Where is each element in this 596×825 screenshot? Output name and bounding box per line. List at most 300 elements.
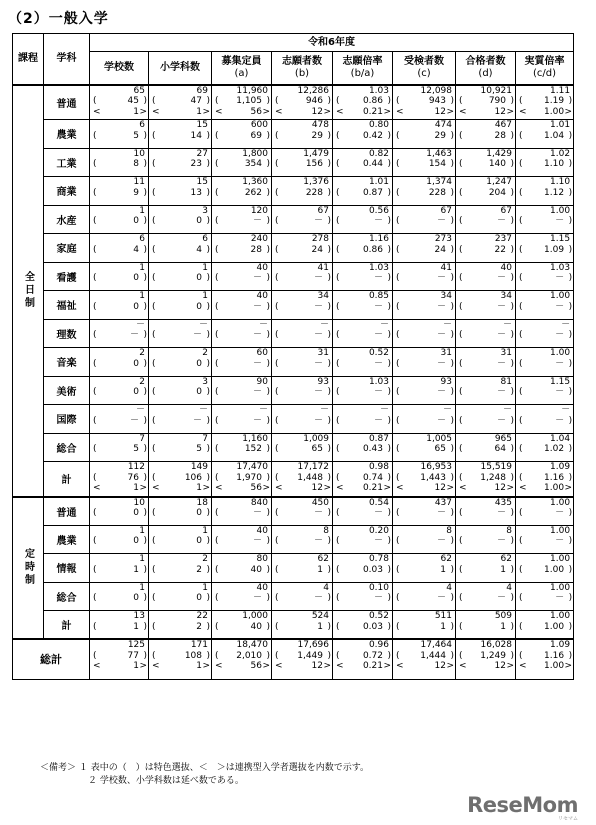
cell-special-selection-value: 24 bbox=[434, 244, 446, 255]
cell-value: 17,470 bbox=[236, 462, 268, 472]
table-cell: 1.04 ( 1.02 ) bbox=[516, 433, 574, 462]
cell-value: 1.16 bbox=[368, 234, 389, 244]
table-cell: 34 ( － ) bbox=[456, 291, 516, 320]
cell-cooperative-selection-value: 12 bbox=[434, 106, 446, 117]
cell-value: 41 bbox=[440, 262, 452, 273]
column-header bbox=[212, 52, 272, 85]
cell-special-selection-value: 0.43 bbox=[362, 444, 383, 455]
cell-special-selection-value: 1 bbox=[500, 564, 506, 575]
table-cell: 0.52 ( － ) bbox=[333, 348, 393, 377]
cell-value: 4 bbox=[506, 582, 512, 593]
cell-special-selection-value: 1.19 bbox=[544, 96, 565, 107]
table-cell: 1 ( 0 ) bbox=[149, 262, 212, 291]
cell-value: 4 bbox=[323, 582, 329, 593]
cell-value: － bbox=[135, 405, 145, 415]
cell-value: 6 bbox=[139, 120, 145, 130]
cell-special-selection-value: 1.04 bbox=[544, 130, 565, 141]
table-cell: 1.02 ( 1.10 ) bbox=[516, 148, 574, 177]
table-cell: 437 ( － ) bbox=[393, 497, 456, 526]
cell-value: 6 bbox=[139, 234, 145, 244]
column-header-label: 実質倍率 bbox=[524, 55, 565, 67]
table-cell: － ( － ) bbox=[90, 405, 149, 434]
cell-cooperative-selection-value: 0.21 bbox=[362, 106, 383, 117]
table-cell: 62 ( 1 ) bbox=[272, 554, 333, 583]
table-cell: 1.00 ( － ) bbox=[516, 348, 574, 377]
cell-special-selection-value: － bbox=[555, 508, 565, 519]
cell-value: 0.96 bbox=[368, 640, 389, 650]
cell-value: 600 bbox=[250, 120, 268, 130]
cell-special-selection-value: 1.10 bbox=[544, 159, 565, 170]
cell-value: 0.10 bbox=[368, 582, 389, 593]
cell-special-selection-value: － bbox=[436, 415, 446, 426]
table-cell: 81 ( － ) bbox=[456, 376, 516, 405]
cell-value: 171 bbox=[190, 640, 208, 650]
cell-value: 22 bbox=[196, 611, 208, 621]
cell-value: － bbox=[258, 319, 268, 330]
subject-label: 福祉 bbox=[44, 291, 90, 320]
cell-special-selection-value: － bbox=[555, 593, 565, 604]
cell-value: 1.09 bbox=[550, 640, 571, 650]
cell-special-selection-value: － bbox=[436, 508, 446, 519]
cell-value: 6 bbox=[202, 234, 208, 244]
cell-value: 1.00 bbox=[550, 525, 571, 536]
cell-value: 0.80 bbox=[368, 120, 389, 130]
table-cell: 112 ( 76 ) < 1 > bbox=[90, 462, 149, 497]
table-cell: 171 ( 108 ) < 1 > bbox=[149, 639, 212, 679]
cell-special-selection-value: － bbox=[496, 536, 506, 547]
cell-value: － bbox=[561, 405, 571, 415]
table-cell: 31 ( － ) bbox=[456, 348, 516, 377]
cell-value: 62 bbox=[440, 554, 452, 564]
table-cell: 60 ( － ) bbox=[212, 348, 272, 377]
subject-label: 理数 bbox=[44, 319, 90, 348]
cell-special-selection-value: 0.74 bbox=[362, 472, 383, 483]
cell-special-selection-value: 1.16 bbox=[544, 472, 565, 483]
table-cell: 62 ( 1 ) bbox=[393, 554, 456, 583]
cell-value: 18,470 bbox=[236, 640, 268, 650]
cell-value: 2 bbox=[202, 554, 208, 564]
cell-value: 81 bbox=[500, 376, 512, 387]
table-cell: 149 ( 106 ) < 1 > bbox=[149, 462, 212, 497]
cell-special-selection-value: 2 bbox=[196, 621, 202, 632]
cell-special-selection-value: － bbox=[129, 330, 139, 341]
table-row bbox=[13, 319, 574, 348]
table-row bbox=[13, 611, 574, 640]
table-cell: 12,098 ( 943 ) < 12 > bbox=[393, 85, 456, 120]
page-title: （2）一般入学 bbox=[8, 11, 109, 27]
grand-total-label: 総計 bbox=[13, 639, 90, 679]
column-header-label: 小学科数 bbox=[160, 61, 200, 73]
table-cell: 7 ( 5 ) bbox=[90, 433, 149, 462]
table-cell: 1.09 ( 1.16 ) < 1.00 > bbox=[516, 639, 574, 679]
cell-special-selection-value: － bbox=[373, 216, 383, 227]
cell-special-selection-value: 5 bbox=[196, 444, 202, 455]
cell-special-selection-value: 13 bbox=[190, 187, 202, 198]
cell-special-selection-value: － bbox=[555, 216, 565, 227]
column-header-formula: (b/a) bbox=[350, 67, 375, 79]
cell-value: 0.87 bbox=[368, 433, 389, 444]
table-cell: 8 ( － ) bbox=[393, 525, 456, 554]
cell-value: 31 bbox=[500, 348, 512, 358]
cell-special-selection-value: 1.12 bbox=[544, 187, 565, 198]
table-cell: 12,286 ( 946 ) < 12 > bbox=[272, 85, 333, 120]
cell-cooperative-selection-value: 1 bbox=[133, 661, 139, 672]
cell-special-selection-value: 0 bbox=[133, 273, 139, 284]
cell-value: 8 bbox=[446, 525, 452, 536]
table-cell: 0.20 ( － ) bbox=[333, 525, 393, 554]
table-cell: 16,953 ( 1,443 ) < 12 > bbox=[393, 462, 456, 497]
cell-value: 7 bbox=[139, 433, 145, 444]
cell-special-selection-value: － bbox=[373, 593, 383, 604]
table-cell: － ( － ) bbox=[393, 405, 456, 434]
subject-label: 農業 bbox=[44, 525, 90, 554]
table-cell: 1.00 ( 1.00 ) bbox=[516, 554, 574, 583]
cell-special-selection-value: － bbox=[313, 593, 323, 604]
cell-special-selection-value: 9 bbox=[133, 187, 139, 198]
cell-special-selection-value: － bbox=[313, 536, 323, 547]
cell-value: 93 bbox=[440, 376, 452, 387]
table-cell: 125 ( 77 ) < 1 > bbox=[90, 639, 149, 679]
cell-special-selection-value: － bbox=[496, 593, 506, 604]
cell-value: 31 bbox=[317, 348, 329, 358]
cell-special-selection-value: 1 bbox=[133, 621, 139, 632]
table-cell: 6 ( 4 ) bbox=[149, 234, 212, 263]
table-cell: 467 ( 28 ) bbox=[456, 120, 516, 149]
cell-value: 1.03 bbox=[368, 262, 389, 273]
cell-value: 10,921 bbox=[480, 85, 512, 96]
cell-special-selection-value: － bbox=[313, 358, 323, 369]
cell-special-selection-value: － bbox=[252, 216, 262, 227]
cell-special-selection-value: － bbox=[496, 387, 506, 398]
cell-cooperative-selection-value: 12 bbox=[434, 483, 446, 494]
cell-special-selection-value: 152 bbox=[244, 444, 262, 455]
table-cell: 0.10 ( － ) bbox=[333, 582, 393, 611]
table-cell: 0.85 ( － ) bbox=[333, 291, 393, 320]
table-cell: 1.00 ( － ) bbox=[516, 582, 574, 611]
cell-value: 7 bbox=[202, 433, 208, 444]
header-course: 課程 bbox=[13, 34, 44, 85]
cell-cooperative-selection-value: 12 bbox=[311, 661, 323, 672]
table-cell: 13 ( 1 ) bbox=[90, 611, 149, 640]
table-cell: 0.98 ( 0.74 ) < 0.21 > bbox=[333, 462, 393, 497]
table-cell: 509 ( 1 ) bbox=[456, 611, 516, 640]
cell-value: 1,463 bbox=[426, 148, 452, 159]
cell-special-selection-value: 1 bbox=[440, 564, 446, 575]
subject-label: 商業 bbox=[44, 177, 90, 206]
column-header bbox=[333, 52, 393, 85]
cell-special-selection-value: － bbox=[313, 301, 323, 312]
table-cell: 93 ( － ) bbox=[272, 376, 333, 405]
subject-label: 工業 bbox=[44, 148, 90, 177]
cell-special-selection-value: － bbox=[436, 358, 446, 369]
table-cell: 11 ( 9 ) bbox=[90, 177, 149, 206]
table-cell: 237 ( 22 ) bbox=[456, 234, 516, 263]
table-row bbox=[13, 525, 574, 554]
cell-value: 1.00 bbox=[550, 554, 571, 564]
cell-special-selection-value: 1 bbox=[440, 621, 446, 632]
cell-value: 2 bbox=[139, 376, 145, 387]
cell-value: 62 bbox=[317, 554, 329, 564]
subject-label: 普通 bbox=[44, 497, 90, 526]
cell-special-selection-value: 0 bbox=[133, 593, 139, 604]
table-cell: 40 ( － ) bbox=[456, 262, 516, 291]
table-cell: 4 ( － ) bbox=[456, 582, 516, 611]
table-row bbox=[13, 85, 574, 120]
course-label: 定時制 bbox=[13, 497, 44, 640]
column-header-formula: (d) bbox=[478, 67, 493, 79]
cell-value: 1,429 bbox=[486, 148, 512, 159]
cell-special-selection-value: 0 bbox=[196, 216, 202, 227]
column-header-formula: (b) bbox=[294, 67, 310, 79]
cell-special-selection-value: 0.86 bbox=[362, 96, 383, 107]
cell-special-selection-value: 0.72 bbox=[362, 650, 383, 661]
table-cell: － ( － ) bbox=[333, 405, 393, 434]
notes bbox=[40, 762, 369, 788]
cell-value: 0.52 bbox=[368, 611, 389, 621]
cell-value: 27 bbox=[196, 148, 208, 159]
table-cell: 8 ( － ) bbox=[272, 525, 333, 554]
cell-value: 80 bbox=[256, 554, 268, 564]
table-cell: 1,009 ( 65 ) bbox=[272, 433, 333, 462]
cell-special-selection-value: － bbox=[436, 536, 446, 547]
cell-value: 3 bbox=[202, 376, 208, 387]
cell-value: － bbox=[379, 405, 389, 415]
table-cell: 1 ( 0 ) bbox=[90, 525, 149, 554]
cell-special-selection-value: － bbox=[313, 508, 323, 519]
cell-special-selection-value: － bbox=[252, 415, 262, 426]
cell-value: 450 bbox=[311, 497, 329, 508]
table-cell: 1.00 ( 1.00 ) bbox=[516, 611, 574, 640]
table-cell: 1,374 ( 228 ) bbox=[393, 177, 456, 206]
cell-value: 1 bbox=[139, 582, 145, 593]
table-cell: 41 ( － ) bbox=[272, 262, 333, 291]
table-cell: 1,429 ( 140 ) bbox=[456, 148, 516, 177]
cell-special-selection-value: － bbox=[313, 415, 323, 426]
cell-value: 1,247 bbox=[486, 177, 512, 187]
cell-value: 1,160 bbox=[242, 433, 268, 444]
cell-cooperative-selection-value: 56 bbox=[250, 483, 262, 494]
subject-label: 計 bbox=[44, 462, 90, 497]
cell-value: 1.01 bbox=[368, 177, 389, 187]
table-cell: 1.01 ( 1.04 ) bbox=[516, 120, 574, 149]
cell-cooperative-selection-value: 1.00 bbox=[544, 483, 565, 494]
cell-cooperative-selection-value: 1.00 bbox=[544, 106, 565, 117]
table-cell: 1.00 ( － ) bbox=[516, 525, 574, 554]
column-header-formula: (c/d) bbox=[533, 67, 557, 79]
table-cell: 1,800 ( 354 ) bbox=[212, 148, 272, 177]
cell-special-selection-value: 0.86 bbox=[362, 244, 383, 255]
table-cell: 17,464 ( 1,444 ) < 12 > bbox=[393, 639, 456, 679]
cell-cooperative-selection-value: 12 bbox=[311, 106, 323, 117]
table-cell: 450 ( － ) bbox=[272, 497, 333, 526]
table-cell: 18,470 ( 2,010 ) < 56 > bbox=[212, 639, 272, 679]
table-cell: 2 ( 0 ) bbox=[90, 376, 149, 405]
table-cell: 1.03 ( － ) bbox=[516, 262, 574, 291]
cell-value: 1.15 bbox=[550, 376, 571, 387]
cell-special-selection-value: 45 bbox=[127, 96, 139, 107]
table-cell: － ( － ) bbox=[516, 319, 574, 348]
table-cell: 511 ( 1 ) bbox=[393, 611, 456, 640]
table-row bbox=[13, 348, 574, 377]
cell-value: 16,953 bbox=[420, 462, 452, 472]
cell-special-selection-value: － bbox=[496, 216, 506, 227]
cell-special-selection-value: 1.02 bbox=[544, 444, 565, 455]
cell-special-selection-value: 0 bbox=[133, 508, 139, 519]
cell-value: 0.98 bbox=[368, 462, 389, 472]
table-cell: 7 ( 5 ) bbox=[149, 433, 212, 462]
cell-value: 149 bbox=[190, 462, 208, 472]
table-cell: 1,005 ( 65 ) bbox=[393, 433, 456, 462]
cell-special-selection-value: － bbox=[436, 216, 446, 227]
cell-value: － bbox=[135, 319, 145, 330]
cell-special-selection-value: 228 bbox=[305, 187, 323, 198]
table-cell: 15 ( 14 ) bbox=[149, 120, 212, 149]
cell-value: － bbox=[442, 405, 452, 415]
cell-special-selection-value: － bbox=[252, 508, 262, 519]
table-cell: 0.56 ( － ) bbox=[333, 205, 393, 234]
table-cell: 1.00 ( － ) bbox=[516, 205, 574, 234]
cell-special-selection-value: 154 bbox=[428, 159, 446, 170]
cell-value: 1.03 bbox=[368, 376, 389, 387]
table-cell: 18 ( 0 ) bbox=[149, 497, 212, 526]
table-cell: － ( － ) bbox=[90, 319, 149, 348]
cell-value: 40 bbox=[256, 582, 268, 593]
cell-value: 34 bbox=[440, 291, 452, 301]
table-row bbox=[13, 262, 574, 291]
table-cell: 8 ( － ) bbox=[456, 525, 516, 554]
cell-value: 840 bbox=[250, 497, 268, 508]
table-cell: 31 ( － ) bbox=[393, 348, 456, 377]
cell-special-selection-value: 0 bbox=[196, 358, 202, 369]
cell-cooperative-selection-value: 0.21 bbox=[362, 483, 383, 494]
cell-cooperative-selection-value: 12 bbox=[311, 483, 323, 494]
cell-special-selection-value: 14 bbox=[190, 130, 202, 141]
cell-value: 1 bbox=[202, 525, 208, 536]
cell-value: 511 bbox=[434, 611, 452, 621]
cell-special-selection-value: 4 bbox=[133, 244, 139, 255]
cell-special-selection-value: 5 bbox=[133, 130, 139, 141]
table-cell: 0.54 ( － ) bbox=[333, 497, 393, 526]
table-row bbox=[13, 433, 574, 462]
table-cell: 2 ( 0 ) bbox=[149, 348, 212, 377]
cell-value: 0.52 bbox=[368, 348, 389, 358]
table-cell: 1.03 ( － ) bbox=[333, 376, 393, 405]
cell-special-selection-value: － bbox=[129, 415, 139, 426]
cell-value: 1 bbox=[202, 291, 208, 301]
cell-special-selection-value: 0.03 bbox=[362, 621, 383, 632]
cell-value: 1,009 bbox=[303, 433, 329, 444]
cell-value: 1.11 bbox=[550, 85, 571, 96]
cell-value: 90 bbox=[256, 376, 268, 387]
cell-value: 509 bbox=[494, 611, 512, 621]
table-cell: 6 ( 4 ) bbox=[90, 234, 149, 263]
cell-special-selection-value: 69 bbox=[250, 130, 262, 141]
cell-special-selection-value: － bbox=[252, 330, 262, 341]
cell-special-selection-value: 0 bbox=[133, 387, 139, 398]
cell-cooperative-selection-value: 0.21 bbox=[362, 661, 383, 672]
cell-special-selection-value: 0 bbox=[196, 593, 202, 604]
table-cell: 1 ( 0 ) bbox=[90, 582, 149, 611]
column-header bbox=[456, 52, 516, 85]
cell-special-selection-value: 47 bbox=[190, 96, 202, 107]
cell-value: 1.09 bbox=[550, 462, 571, 472]
note-line-2: ２ 学校数、小学科数は延べ数である。 bbox=[88, 776, 244, 786]
cell-special-selection-value: 8 bbox=[133, 159, 139, 170]
cell-value: 15 bbox=[196, 120, 208, 130]
cell-value: 3 bbox=[202, 205, 208, 216]
cell-value: 62 bbox=[500, 554, 512, 564]
cell-value: 15,519 bbox=[480, 462, 512, 472]
table-cell: 1 ( 0 ) bbox=[149, 291, 212, 320]
column-header-formula: (c) bbox=[417, 67, 431, 79]
table-cell: 600 ( 69 ) bbox=[212, 120, 272, 149]
cell-special-selection-value: 1 bbox=[133, 564, 139, 575]
table-cell: 0.87 ( 0.43 ) bbox=[333, 433, 393, 462]
table-cell: 0.80 ( 0.42 ) bbox=[333, 120, 393, 149]
table-cell: － ( － ) bbox=[456, 405, 516, 434]
cell-value: 12,286 bbox=[297, 85, 329, 96]
table-cell: 0.96 ( 0.72 ) < 0.21 > bbox=[333, 639, 393, 679]
cell-value: 1.00 bbox=[550, 291, 571, 301]
resemom-logo-sub: リセマム bbox=[558, 816, 578, 822]
table-cell: 27 ( 23 ) bbox=[149, 148, 212, 177]
table-row bbox=[13, 148, 574, 177]
table-cell: － ( － ) bbox=[456, 319, 516, 348]
cell-special-selection-value: 40 bbox=[250, 564, 262, 575]
table-cell: 1 ( 0 ) bbox=[149, 582, 212, 611]
column-header-label: 合格者数 bbox=[465, 55, 506, 67]
cell-special-selection-value: 262 bbox=[244, 187, 262, 198]
cell-cooperative-selection-value: 12 bbox=[494, 661, 506, 672]
cell-cooperative-selection-value: 1 bbox=[196, 483, 202, 494]
table-cell: － ( － ) bbox=[149, 319, 212, 348]
cell-special-selection-value: 76 bbox=[127, 472, 139, 483]
table-cell: 67 ( － ) bbox=[456, 205, 516, 234]
subject-label: 普通 bbox=[44, 85, 90, 120]
table-cell: 240 ( 28 ) bbox=[212, 234, 272, 263]
cell-value: 1 bbox=[139, 262, 145, 273]
cell-value: 40 bbox=[256, 262, 268, 273]
table-row bbox=[13, 554, 574, 583]
column-header-label: 志願者数 bbox=[282, 55, 322, 67]
table-cell: 2 ( 0 ) bbox=[90, 348, 149, 377]
cell-special-selection-value: 5 bbox=[133, 444, 139, 455]
table-cell: － ( － ) bbox=[516, 405, 574, 434]
cell-special-selection-value: － bbox=[313, 216, 323, 227]
cell-special-selection-value: 24 bbox=[311, 244, 323, 255]
header-year: 令和6年度 bbox=[90, 34, 574, 52]
cell-value: 1.00 bbox=[550, 582, 571, 593]
cell-special-selection-value: 1,444 bbox=[420, 650, 446, 661]
table-cell: － ( － ) bbox=[272, 405, 333, 434]
table-cell: － ( － ) bbox=[149, 405, 212, 434]
table-cell: 1.00 ( － ) bbox=[516, 497, 574, 526]
cell-special-selection-value: 29 bbox=[311, 130, 323, 141]
table-cell: 1 ( 0 ) bbox=[90, 291, 149, 320]
cell-cooperative-selection-value: 12 bbox=[494, 483, 506, 494]
cell-special-selection-value: 1,448 bbox=[297, 472, 323, 483]
subject-label: 農業 bbox=[44, 120, 90, 149]
cell-value: 18 bbox=[196, 497, 208, 508]
table-cell: 4 ( － ) bbox=[393, 582, 456, 611]
cell-special-selection-value: 22 bbox=[494, 244, 506, 255]
cell-value: 10 bbox=[133, 148, 145, 159]
cell-value: 1 bbox=[139, 205, 145, 216]
cell-value: 67 bbox=[440, 205, 452, 216]
cell-value: 8 bbox=[323, 525, 329, 536]
table-cell: － ( － ) bbox=[212, 319, 272, 348]
cell-value: 16,028 bbox=[480, 640, 512, 650]
